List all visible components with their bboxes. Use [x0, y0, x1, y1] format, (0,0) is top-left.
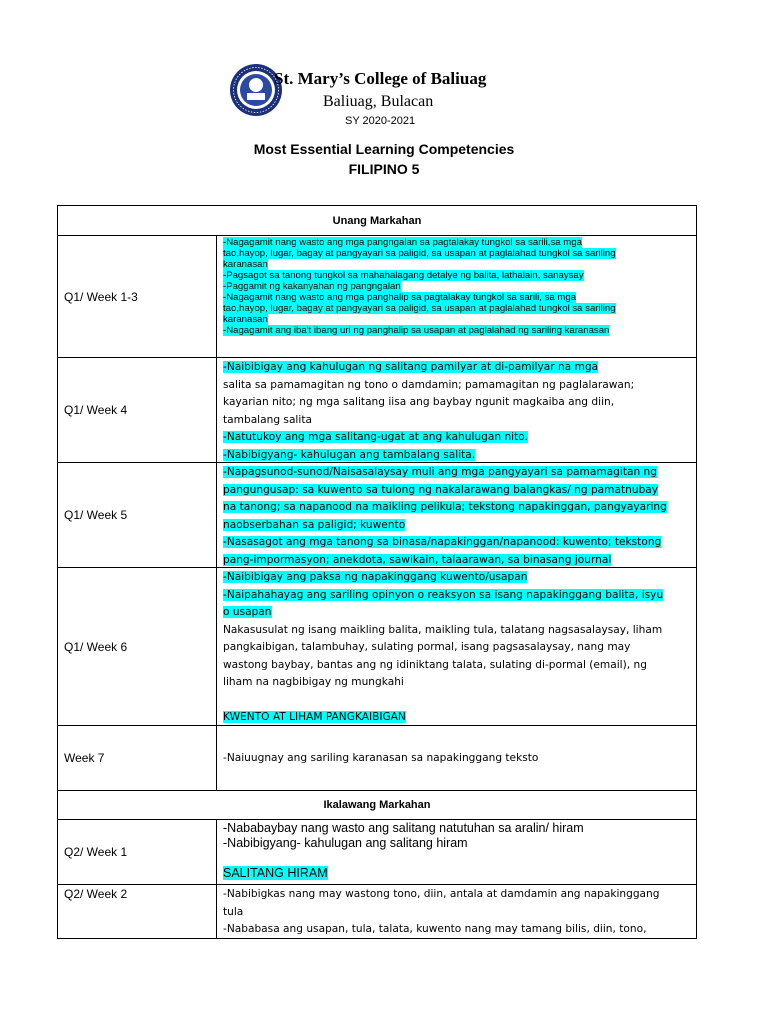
competency-cell: -Nagagamit nang wasto ang mga pangngalan sa pagtalakay tungkol sa sarili,sa mga tao,hayop, lugar, bagay at pangyayari sa paligid, sa usapan at paglalahad tungkol sa sariling karanasan -Pagsagot sa tanong tungkol sa mahahalagang detalye ng balita, lathalain, sanaysay -Paggamit ng kakanyahan ng pangngalan -Nagagamit nang wasto ang mga panghalip sa pagtalakay tungkol sa sarili, sa mga tao,hayop, lugar, bagay at pangyayari sa paligid, sa usapan at paglalahad tungkol sa sariling karanasan -Nagagamit ang iba't ibang uri ng panghalip sa usapan at paglalahad ng sariling karanasan [223, 237, 616, 336]
school-name: St. Mary’s College of Baliuag [274, 69, 487, 88]
section-header-q1: Unang Markahan [332, 214, 422, 227]
table-row [58, 462, 696, 567]
competency-cell: -Naibibigay ang kahulugan ng salitang pamilyar at di-pamilyar na mga salita sa pamamagitan ng tono o damdamin; pamamagitan ng paglalarawan; kayarian nito; ng mga salitang iisa ang baybay ngunit magkaiba ang diin, tambalang salita -Natutukoy ang mga salitang-ugat at ang kahulugan nito. -Nabibigyang- kahulugan ang tambalang salita. [223, 361, 635, 461]
school-location: Baliuag, Bulacan [323, 93, 434, 110]
subject-title: FILIPINO 5 [348, 161, 420, 177]
competencies-table [57, 205, 697, 939]
competency-cell: -Napagsunod-sunod/Naisasalaysay muli ang mga pangyayari sa pamamagitan ng pangungusap: sa kuwento sa tulong ng nakalarawang balangkas/ ng pamatnubay na tanong; sa napanood na maikling pelikula; tekstong napakinggan, pangyayaring naobserbahan sa paligid; kuwento -Nasasagot ang mga tanong sa binasa/napakinggan/napanood: kuwento; tekstong pang-impormasyon; anekdota, sawikain, talaarawan, sa binasang journal [223, 466, 667, 566]
table-row [58, 819, 696, 884]
week-label: Q1/ Week 5 [58, 463, 217, 567]
school-year: SY 2020-2021 [345, 115, 416, 127]
competency-cell: -Naibibigay ang paksa ng napakinggang kuwento/usapan -Naipahahayag ang sariling opinyon o reaksyon sa isang napakinggang balita, isyu o usapan Nakasusulat ng isang maikling balita, maikling tula, talatang nagsasalaysay, liham pangkaibigan, talambuhay, sulating pormal, isang pagsasalaysay, nang may wastong baybay, bantas ang ng idiniktang talata, sulating di-pormal (email), ng liham na nagbibigay ng mungkahi KWENTO AT LIHAM PANGKAIBIGAN [223, 571, 664, 723]
table-row [58, 357, 696, 462]
topic-label: KWENTO AT LIHAM PANGKAIBIGAN [223, 711, 406, 723]
table-row [58, 235, 696, 357]
competency-cell: -Nabibigkas nang may wastong tono, diin, antala at damdamin ang napakinggang tula -Nababasa ang usapan, tula, talata, kuwento nang may tamang bilis, diin, tono, [223, 888, 660, 935]
competency-cell: -Naiuugnay ang sariling karanasan sa napakinggang teksto [223, 751, 539, 764]
week-label: Q1/ Week 1-3 [58, 236, 217, 357]
week-label: Week 7 [58, 726, 217, 790]
table-row [58, 567, 696, 725]
section-header-q2: Ikalawang Markahan [58, 790, 696, 819]
week-label: Q2/ Week 2 [58, 885, 217, 938]
week-label: Q1/ Week 4 [58, 358, 217, 462]
competency-cell: -Nababaybay nang wasto ang salitang natutuhan sa aralin/ hiram -Nabibigyang- kahulugan ang salitang hiram SALITANG HIRAM [223, 821, 584, 880]
table-row [58, 725, 696, 790]
table-row [58, 884, 696, 938]
topic-label: SALITANG HIRAM [223, 866, 328, 880]
week-label: Q1/ Week 6 [58, 568, 217, 725]
document-title: Most Essential Learning Competencies [253, 141, 515, 157]
week-label: Q2/ Week 1 [58, 820, 217, 884]
